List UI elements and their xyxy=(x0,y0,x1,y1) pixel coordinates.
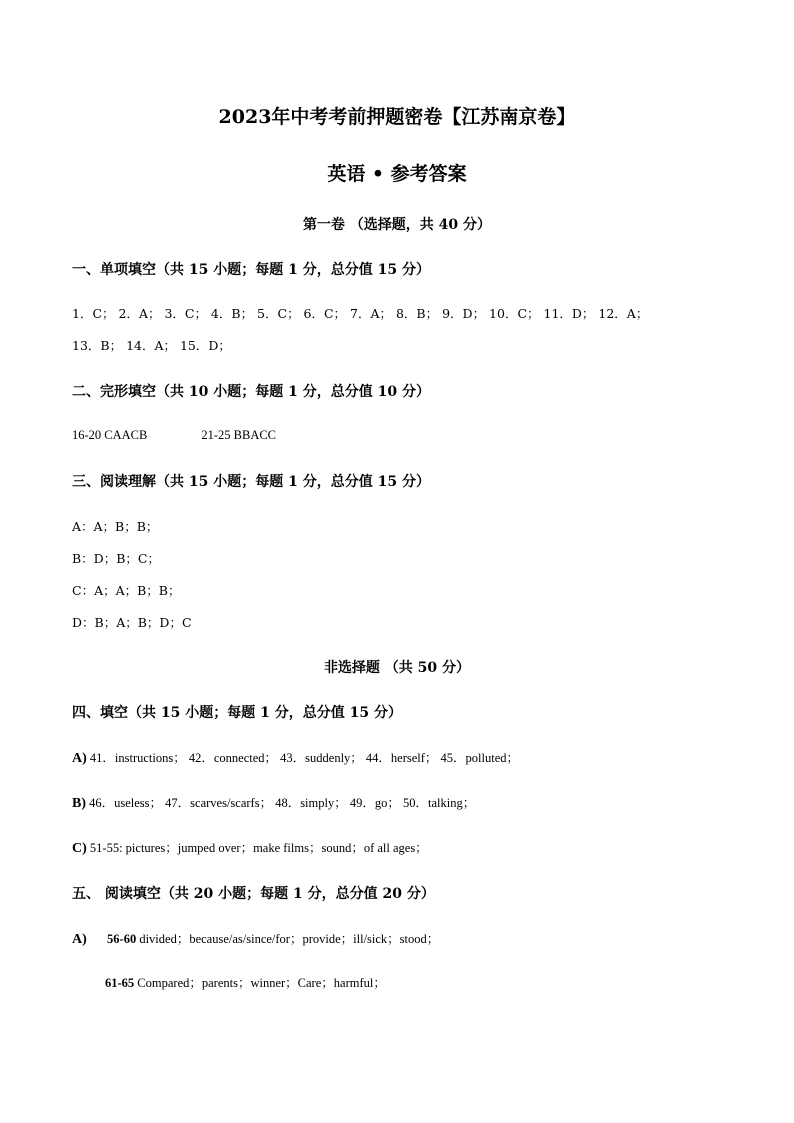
question-range: 56-60 xyxy=(107,932,137,946)
part-one-heading: 第一卷 （选择题，共 40 分） xyxy=(302,217,492,233)
document-title: 2023年中考考前押题密卷【江苏南京卷】 xyxy=(218,106,576,128)
cloze-group-2: 21-25 BBACC xyxy=(201,428,277,442)
fill-in-answers-c xyxy=(72,838,428,857)
section-one-answers-line-2: 13．B； 14．A； 15．D； xyxy=(72,338,231,353)
part-two-heading: 非选择题 （共 50 分） xyxy=(323,660,471,676)
section-one-heading: 一、单项填空（共 15 小题；每题 1 分，总分值 15 分） xyxy=(72,262,430,278)
item-text: 41．instructions； 42．connected； 43．suddenly； 44．herself； 45．polluted； xyxy=(89,751,520,765)
document-subtitle: 英语 • 参考答案 xyxy=(327,163,467,185)
item-label: A) xyxy=(72,932,87,947)
fill-in-answers-a xyxy=(72,748,519,767)
section-two-heading: 二、完形填空（共 10 小题；每题 1 分，总分值 10 分） xyxy=(72,384,430,400)
fill-in-answers-b xyxy=(72,793,475,812)
item-text: 46．useless； 47．scarves/scarfs； 48．simply； 49．go； 50．talking； xyxy=(89,796,476,810)
reading-fill-answers-line-2 xyxy=(105,973,386,991)
reading-fill-answers-line-1 xyxy=(72,929,439,948)
reading-answers-b: B：D；B；C； xyxy=(72,551,160,566)
section-three-heading: 三、阅读理解（共 15 小题；每题 1 分，总分值 15 分） xyxy=(72,474,430,490)
section-five-heading: 五、 阅读填空（共 20 小题；每题 1 分，总分值 20 分） xyxy=(72,886,435,902)
item-text: Compared；parents；winner；Care；harmful； xyxy=(137,976,386,990)
section-two-answers xyxy=(72,428,276,443)
item-label: C) xyxy=(72,841,87,856)
reading-answers-c: C：A；A；B；B； xyxy=(72,583,181,598)
reading-answers-a: A：A；B；B； xyxy=(72,519,159,534)
section-four-heading: 四、填空（共 15 小题；每题 1 分，总分值 15 分） xyxy=(72,705,402,721)
reading-answers-d: D：B；A；B；D；C xyxy=(72,615,192,630)
cloze-group-1: 16-20 CAACB xyxy=(72,428,148,442)
section-one-answers-line-1: 1．C； 2．A； 3．C； 4．B； 5．C； 6．C； 7．A； 8．B； 9．D； 10．C； 11．D； 12．A； xyxy=(72,306,649,321)
item-text: divided；because/as/since/for；provide；ill/sick；stood； xyxy=(139,932,440,946)
item-label: A) xyxy=(72,751,87,766)
item-text: 51-55: pictures；jumped over；make films；sound；of all ages； xyxy=(89,841,428,855)
item-label: B) xyxy=(72,796,86,811)
question-range: 61-65 xyxy=(105,976,135,990)
